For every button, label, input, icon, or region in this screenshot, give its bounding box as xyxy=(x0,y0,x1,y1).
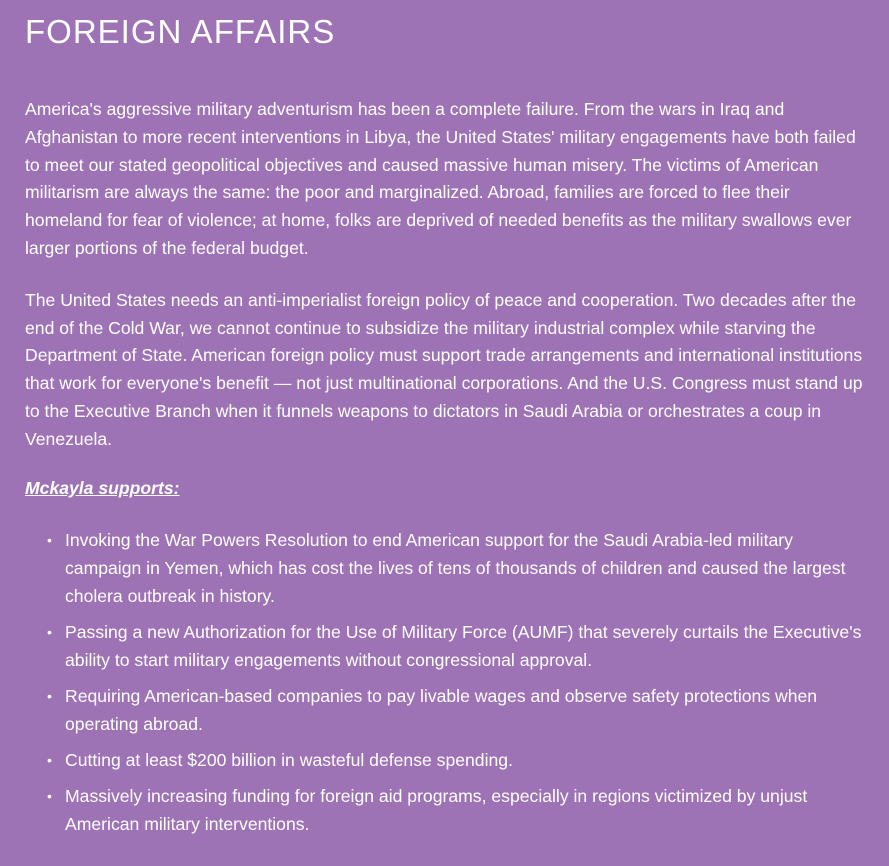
bullet-icon: • xyxy=(47,787,52,804)
supports-heading: Mckayla supports: xyxy=(25,477,180,498)
supports-list xyxy=(25,526,869,838)
list-item xyxy=(25,618,869,674)
bullet-icon: • xyxy=(47,623,52,640)
bullet-icon: • xyxy=(47,687,52,704)
support-item-text: Invoking the War Powers Resolution to end American support for the Saudi Arabia-led military campaign in Yemen, which has cost the lives of tens of thousands of children and caused the largest cholera outbreak in history. xyxy=(65,529,846,606)
support-item-text: Cutting at least $200 billion in wasteful defense spending. xyxy=(65,749,513,770)
list-item xyxy=(25,526,869,610)
support-item-text: Massively increasing funding for foreign aid programs, especially in regions victimized by unjust American military interventions. xyxy=(65,785,808,834)
policy-paragraph: The United States needs an anti-imperialist foreign policy of peace and cooperation. Two decades after the end of the Cold War, we cannot continue to subsidize the military industrial complex while starving the Department of State. American foreign policy must support trade arrangements and international institutions that work for everyone's benefit — not just multinational corporations. And the U.S. Congress must stand up to the Executive Branch when it funnels weapons to dictators in Saudi Arabia or orchestrates a coup in Venezuela. xyxy=(25,289,863,449)
list-item xyxy=(25,682,869,738)
support-item-text: Requiring American-based companies to pay livable wages and observe safety protections when operating abroad. xyxy=(65,685,818,734)
list-item xyxy=(25,782,869,838)
support-item-text: Passing a new Authorization for the Use of Military Force (AUMF) that severely curtails the Executive's ability to start military engagements without congressional approval. xyxy=(65,621,862,670)
section-title: FOREIGN AFFAIRS xyxy=(25,13,336,50)
intro-paragraph: America's aggressive military adventurism has been a complete failure. From the wars in Iraq and Afghanistan to more recent interventions in Libya, the United States' military engagements have both failed to meet our stated geopolitical objectives and caused massive human misery. The victims of American militarism are always the same: the poor and marginalized. Abroad, families are forced to flee their homeland for fear of violence; at home, folks are deprived of needed benefits as the military swallows ever larger portions of the federal budget. xyxy=(25,99,856,258)
bullet-icon: • xyxy=(47,751,52,768)
list-item xyxy=(25,746,869,774)
bullet-icon: • xyxy=(47,531,52,548)
